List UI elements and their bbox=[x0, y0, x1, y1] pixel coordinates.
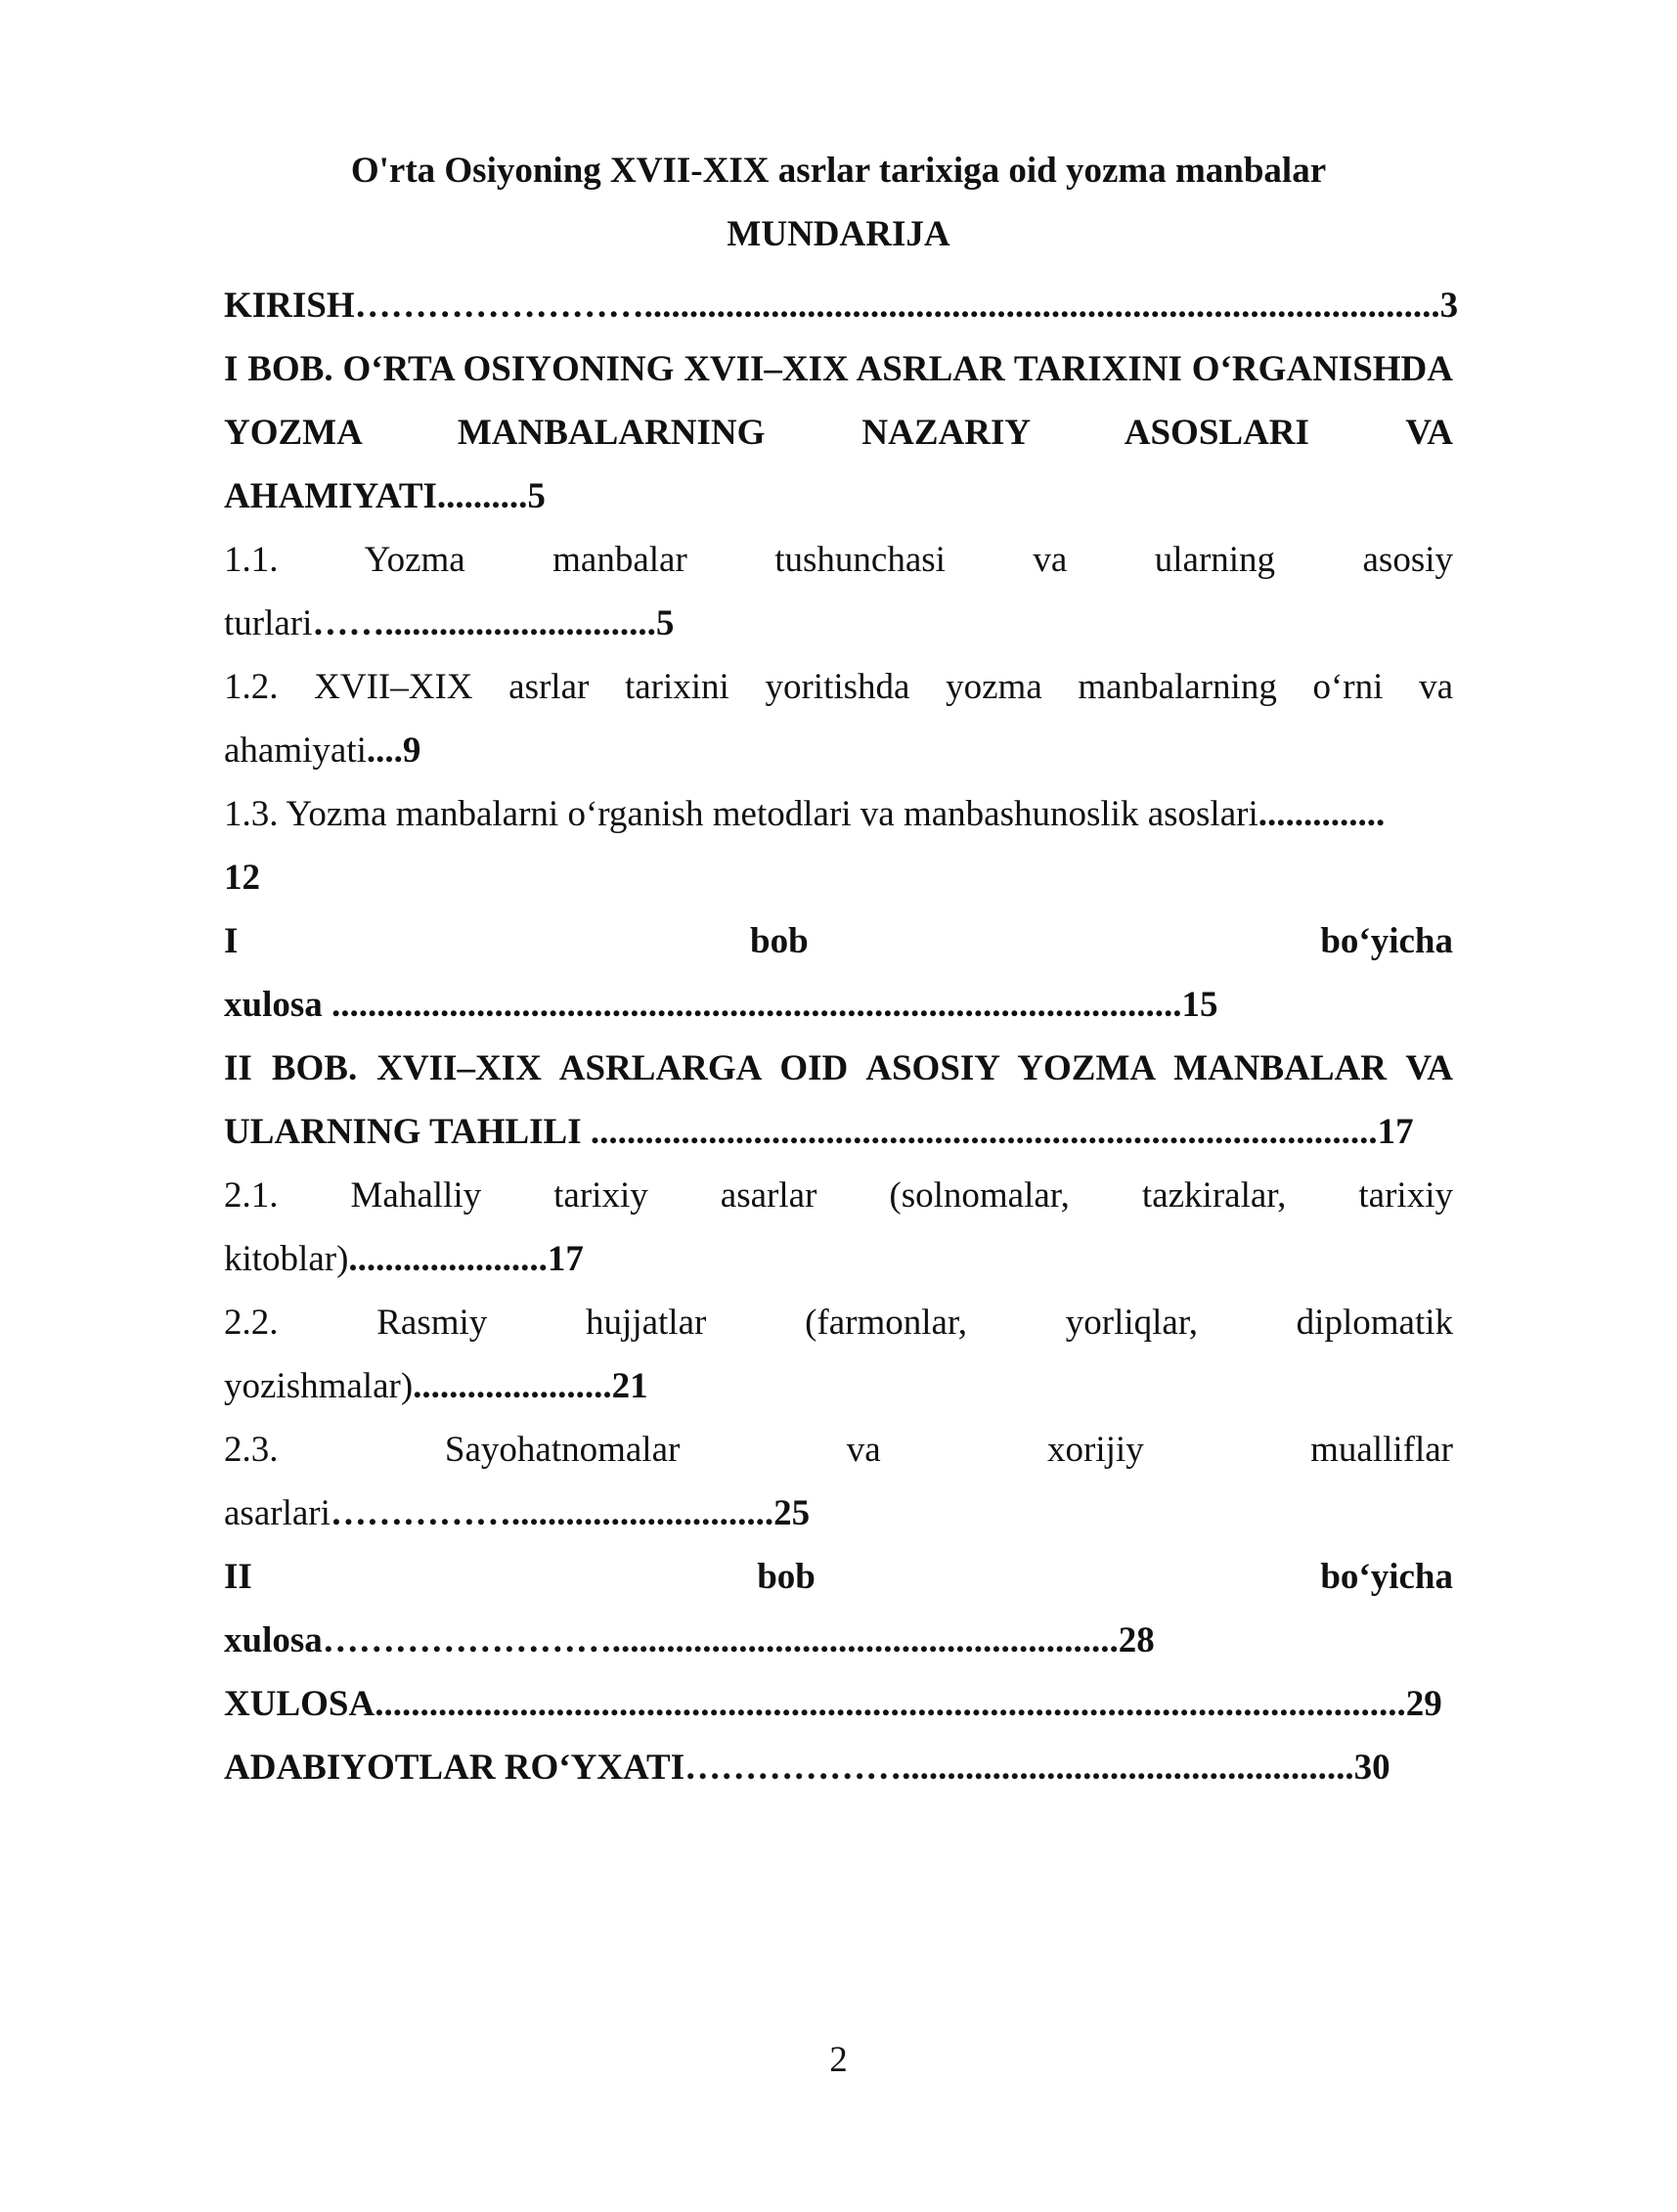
toc-entry-line bbox=[224, 1482, 1453, 1545]
toc-leader: .............. bbox=[1258, 794, 1386, 834]
toc-entry-line: 1.2. XVII–XIX asrlar tarixini yoritishda yozma manbalarning o‘rni va bbox=[224, 667, 1453, 707]
toc-page-number: 17 bbox=[547, 1239, 584, 1279]
toc-page-number: 21 bbox=[611, 1366, 648, 1406]
toc-page-number: 5 bbox=[527, 476, 546, 516]
toc-entry-line: 1.1. Yozma manbalar tushunchasi va ularning asosiy bbox=[224, 540, 1453, 580]
toc-entry-1-2[interactable] bbox=[224, 655, 1453, 782]
toc-entry-line: 2.1. Mahalliy tarixiy asarlar (solnomalar, tazkiralar, tarixiy bbox=[224, 1175, 1453, 1216]
toc-page-number: 12 bbox=[224, 858, 260, 898]
toc-leader: ....................................................................................... bbox=[581, 1112, 1378, 1152]
toc-entry-label: 1.3. Yozma manbalarni o‘rganish metodlari va manbashunoslik asoslari bbox=[224, 794, 1258, 834]
toc-leader: …….............................. bbox=[312, 603, 656, 643]
toc-entry-2-2[interactable] bbox=[224, 1291, 1453, 1418]
toc-page-number: 29 bbox=[1405, 1684, 1442, 1724]
toc-entry-line: 2.3. Sayohatnomalar va xorijiy mualliflar bbox=[224, 1430, 1453, 1470]
toc-entry-2-3[interactable] bbox=[224, 1418, 1453, 1545]
page-number: 2 bbox=[829, 2040, 848, 2080]
toc-entry-references[interactable] bbox=[224, 1736, 1453, 1799]
toc-leader: ……………............................. bbox=[330, 1493, 774, 1533]
toc-entry-label: xulosa bbox=[224, 1620, 323, 1660]
toc-entry-line: II bob bo‘yicha bbox=[224, 1557, 1453, 1597]
toc-leader: .......... bbox=[436, 476, 528, 516]
toc-entry-conclusion[interactable] bbox=[224, 1672, 1453, 1736]
toc-entry-label: ahamiyati bbox=[224, 730, 367, 771]
toc-page-number: 9 bbox=[402, 730, 421, 771]
toc-entry-label: kitoblar) bbox=[224, 1239, 349, 1279]
table-of-contents bbox=[224, 274, 1459, 1799]
toc-entry-label: yozishmalar) bbox=[224, 1366, 414, 1406]
toc-entry-line: II BOB. XVII–XIX ASRLARGA OID ASOSIY YOZMA MANBALAR VA bbox=[224, 1048, 1453, 1088]
toc-entry-label: turlari bbox=[224, 603, 313, 643]
toc-entry-chapter-2[interactable] bbox=[224, 1037, 1453, 1164]
toc-leader: .... bbox=[366, 730, 403, 771]
toc-page-number: 17 bbox=[1377, 1112, 1414, 1152]
toc-entry-line bbox=[224, 973, 1453, 1037]
toc-page-number: 30 bbox=[1353, 1747, 1390, 1788]
toc-heading: MUNDARIJA bbox=[727, 214, 950, 254]
toc-entry-label: AHAMIYATI bbox=[224, 476, 437, 516]
toc-entry-chapter-1-summary[interactable] bbox=[224, 909, 1453, 1037]
toc-leader: ……………….................................................. bbox=[684, 1747, 1354, 1788]
toc-leader: ...................... bbox=[348, 1239, 548, 1279]
toc-entry-line bbox=[224, 465, 1453, 528]
toc-entry-label: ULARNING TAHLILI bbox=[224, 1112, 582, 1152]
toc-entry-kirish[interactable] bbox=[224, 274, 1459, 337]
toc-entry-line bbox=[224, 1354, 1453, 1418]
toc-entry-line bbox=[224, 1227, 1453, 1291]
toc-entry-label: KIRISH bbox=[224, 286, 355, 326]
toc-entry-1-3[interactable] bbox=[224, 782, 1453, 909]
toc-entry-line: 2.2. Rasmiy hujjatlar (farmonlar, yorliqlar, diplomatik bbox=[224, 1303, 1453, 1343]
toc-entry-line bbox=[224, 782, 1453, 846]
toc-entry-chapter-1[interactable] bbox=[224, 337, 1453, 528]
toc-entry-label: asarlari bbox=[224, 1493, 331, 1533]
toc-leader: .................................................................................................................. bbox=[375, 1684, 1406, 1724]
toc-entry-label: xulosa bbox=[224, 985, 323, 1025]
document-title: O'rta Osiyoning XVII-XIX asrlar tarixiga oid yozma manbalar bbox=[350, 151, 1327, 191]
toc-leader: ……………………........................................................ bbox=[322, 1620, 1119, 1660]
toc-entry-line: YOZMA MANBALARNING NAZARIY ASOSLARI VA bbox=[224, 413, 1453, 453]
toc-entry-1-1[interactable] bbox=[224, 528, 1453, 655]
toc-page-number: 25 bbox=[773, 1493, 811, 1533]
toc-entry-line bbox=[224, 719, 1453, 782]
toc-entry-line bbox=[224, 1609, 1453, 1672]
toc-leader: ...................... bbox=[413, 1366, 612, 1406]
toc-entry-label: XULOSA bbox=[224, 1684, 375, 1724]
toc-page-number: 28 bbox=[1118, 1620, 1155, 1660]
toc-entry-line: I bob bo‘yicha bbox=[224, 921, 1453, 961]
toc-entry-line bbox=[224, 592, 1453, 655]
toc-page-number: 15 bbox=[1181, 985, 1218, 1025]
toc-leader: .............................................................................................. bbox=[322, 985, 1182, 1025]
toc-entry-label: ADABIYOTLAR RO‘YXATI bbox=[224, 1747, 685, 1788]
toc-entry-2-1[interactable] bbox=[224, 1164, 1453, 1291]
toc-leader: ……………………........................................................................................ bbox=[354, 286, 1440, 326]
toc-entry-line: I BOB. O‘RTA OSIYONING XVII–XIX ASRLAR TARIXINI O‘RGANISHDA bbox=[224, 349, 1453, 389]
toc-page-number: 3 bbox=[1439, 286, 1459, 326]
toc-page-number: 5 bbox=[655, 603, 675, 643]
toc-entry-chapter-2-summary[interactable] bbox=[224, 1545, 1453, 1672]
toc-entry-line bbox=[224, 1100, 1453, 1164]
